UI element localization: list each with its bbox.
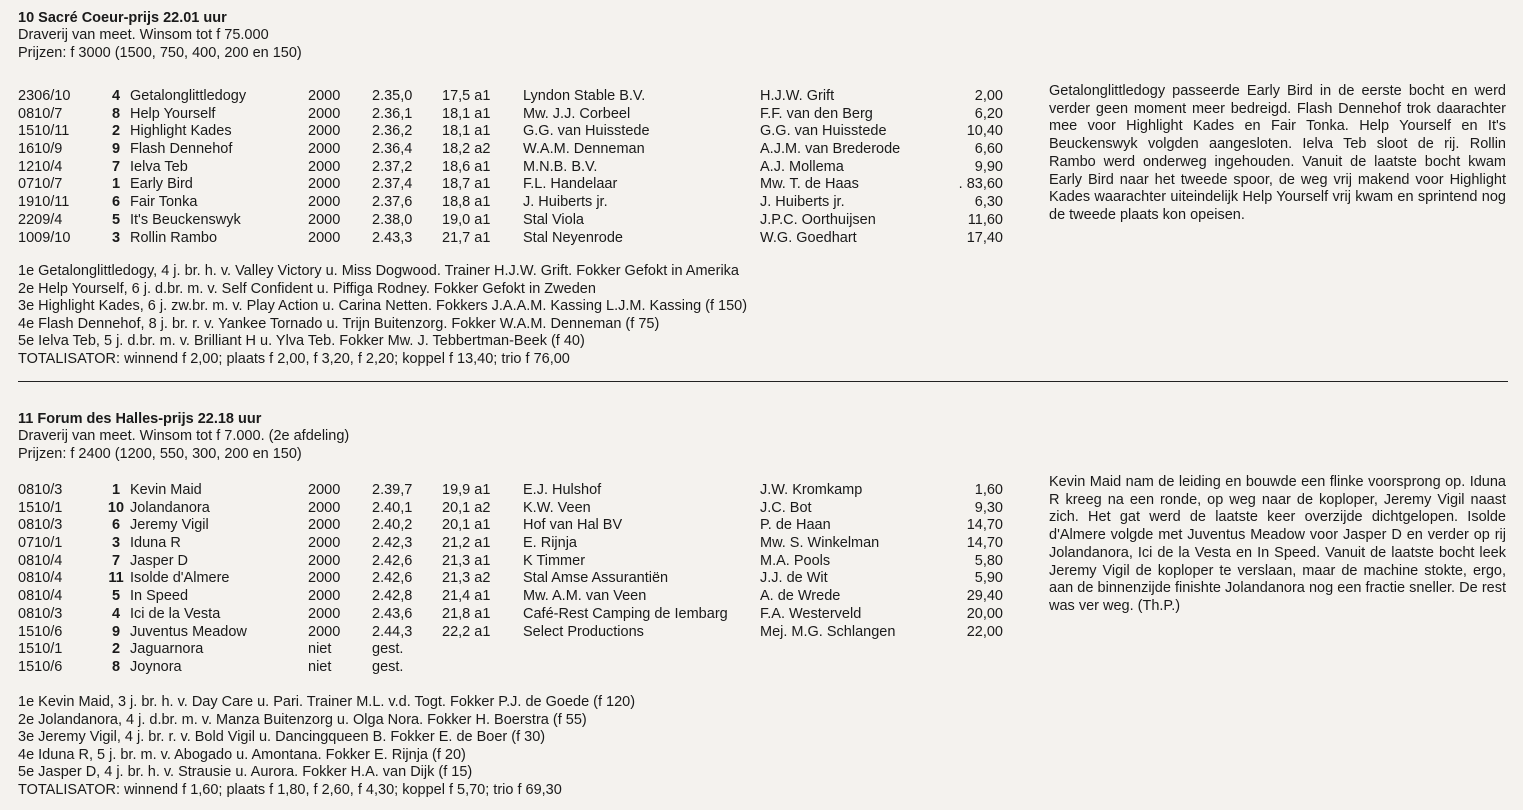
- owner: W.A.M. Denneman: [523, 141, 645, 158]
- form-code: 0810/4: [18, 552, 63, 569]
- race-report-text: Getalonglittledogy passeerde Early Bird in de eerste bocht en werd verder geen moment meer bedreigd. Flash Dennehof trok daarachter mee voor Highlight Kades en Fair Tonka. Help Yourself en It's Beuckenswyk volgden aangesloten. Ielva Teb sloot de rij. Rollin Rambo werd onderweg ingehouden. Vanuit de laatste bocht kwam Early Bird naar het tweede spoor, de weg vrij makend voor Highlight Kades waarachter uiteindelijk Help Yourself vrij kwam en sprintend nog de tweede plaats kon opeisen.: [1049, 83, 1506, 223]
- placing-detail: 4e Flash Dennehof, 8 j. br. r. v. Yankee Tornado u. Trijn Buitenzorg. Fokker W.A.M. Denneman (f 75): [18, 315, 660, 332]
- start-number: 9: [111, 623, 121, 640]
- km-time: 21,4 a1: [442, 588, 491, 605]
- totalisator-line: TOTALISATOR: winnend f 2,00; plaats f 2,00, f 3,20, f 2,20; koppel f 13,40; trio f 76,00: [18, 350, 570, 367]
- driver: J.J. de Wit: [760, 570, 828, 587]
- start-number: 1: [111, 482, 121, 498]
- race-time: gest.: [372, 658, 404, 675]
- start-number: 9: [111, 141, 121, 158]
- distance: 2000: [308, 123, 341, 140]
- form-code: 2306/10: [18, 88, 71, 104]
- distance: 2000: [308, 570, 341, 587]
- placing-detail: 3e Highlight Kades, 6 j. zw.br. m. v. Play Action u. Carina Netten. Fokkers J.A.A.M. Kassing L.J.M. Kassing (f 150): [18, 298, 748, 314]
- horse-name: Rollin Rambo: [130, 229, 218, 246]
- horse-name: Fair Tonka: [130, 194, 198, 211]
- km-time: 18,2 a2: [442, 141, 491, 158]
- horse-name: In Speed: [130, 588, 189, 605]
- totalisator-line: TOTALISATOR: winnend f 1,60; plaats f 1,80, f 2,60, f 4,30; koppel f 5,70; trio f 69,30: [18, 781, 562, 798]
- distance: 2000: [308, 605, 341, 622]
- placings-details: [18, 263, 747, 368]
- km-time: 21,2 a1: [442, 535, 491, 552]
- km-time: 17,5 a1: [442, 88, 491, 104]
- odds: 6,60: [974, 141, 1003, 158]
- race-time: 2.37,2: [372, 158, 413, 175]
- owner: Mw. A.M. van Veen: [523, 588, 647, 605]
- form-code: 1910/11: [18, 194, 70, 211]
- form-code: 1610/9: [18, 141, 63, 158]
- race-time: 2.40,2: [372, 517, 413, 534]
- horse-name: Jolandanora: [130, 499, 210, 516]
- odds: 17,40: [966, 229, 1003, 246]
- km-time: 18,6 a1: [442, 158, 491, 175]
- race-time: 2.42,8: [372, 588, 413, 605]
- start-number: 4: [111, 605, 121, 622]
- start-number: 5: [111, 211, 121, 228]
- horse-name: Jasper D: [130, 552, 189, 569]
- race-time: 2.40,1: [372, 499, 413, 516]
- driver: F.F. van den Berg: [760, 105, 873, 122]
- race-conditions: Draverij van meet. Winsom tot f 75.000: [18, 27, 269, 43]
- km-time: 18,7 a1: [442, 176, 491, 193]
- race-time: 2.43,6: [372, 605, 413, 622]
- start-number: 4: [111, 88, 121, 104]
- start-number: 8: [111, 658, 121, 675]
- driver: Mw. T. de Haas: [760, 176, 859, 193]
- odds: 9,30: [974, 499, 1003, 516]
- form-code: 0810/4: [18, 588, 63, 605]
- start-number: 3: [111, 535, 121, 552]
- placing-detail: 3e Jeremy Vigil, 4 j. br. r. v. Bold Vigil u. Dancingqueen B. Fokker E. de Boer (f 30): [18, 729, 546, 745]
- start-number: 3: [111, 229, 121, 246]
- start-number: 11: [108, 570, 124, 587]
- driver: A.J. Mollema: [760, 158, 844, 175]
- race-time: 2.43,3: [372, 229, 413, 246]
- form-code: 1510/1: [18, 641, 63, 658]
- start-number: 1: [111, 176, 121, 193]
- race-time: 2.38,0: [372, 211, 413, 228]
- race-time: gest.: [372, 641, 404, 658]
- distance: 2000: [308, 88, 341, 104]
- distance: niet: [308, 641, 332, 658]
- placing-detail: 5e Ielva Teb, 5 j. d.br. m. v. Brilliant H u. Ylva Teb. Fokker Mw. J. Tebbertman-Beek (f 40): [18, 333, 585, 349]
- race-time: 2.36,1: [372, 105, 413, 122]
- km-time: 22,2 a1: [442, 623, 491, 640]
- distance: 2000: [308, 552, 341, 569]
- km-time: 21,7 a1: [442, 229, 491, 246]
- km-time: 21,3 a1: [442, 552, 491, 569]
- form-code: 0810/3: [18, 605, 63, 622]
- driver: J.C. Bot: [760, 499, 812, 516]
- form-code: 1510/1: [18, 499, 63, 516]
- owner: Hof van Hal BV: [523, 517, 623, 534]
- odds: 22,00: [966, 623, 1003, 640]
- km-time: 18,1 a1: [442, 123, 491, 140]
- odds: 29,40: [966, 588, 1003, 605]
- horse-name: Highlight Kades: [130, 123, 232, 140]
- start-number: 7: [111, 158, 121, 175]
- race-time: 2.35,0: [372, 88, 413, 104]
- race-report: [1049, 83, 1506, 225]
- form-code: 0810/4: [18, 570, 63, 587]
- horse-name: Help Yourself: [130, 105, 216, 122]
- placing-detail: 1e Kevin Maid, 3 j. br. h. v. Day Care u. Pari. Trainer M.L. v.d. Togt. Fokker P.J. de Goede (f 120): [18, 694, 636, 710]
- distance: 2000: [308, 105, 341, 122]
- section-divider: [18, 381, 1508, 382]
- km-time: 21,8 a1: [442, 605, 491, 622]
- odds: 20,00: [966, 605, 1003, 622]
- distance: 2000: [308, 211, 341, 228]
- race-report: [1049, 474, 1506, 616]
- race-time: 2.44,3: [372, 623, 413, 640]
- distance: niet: [308, 658, 332, 675]
- owner: G.G. van Huisstede: [523, 123, 650, 140]
- odds: 2,00: [974, 88, 1003, 104]
- km-time: 18,8 a1: [442, 194, 491, 211]
- race-title: 10 Sacré Coeur-prijs 22.01 uur: [18, 10, 227, 26]
- race-time: 2.37,6: [372, 194, 413, 211]
- owner: Lyndon Stable B.V.: [523, 88, 646, 104]
- race-conditions: Draverij van meet. Winsom tot f 7.000. (2e afdeling): [18, 428, 350, 444]
- km-time: 20,1 a2: [442, 499, 491, 516]
- form-code: 0710/1: [18, 535, 63, 552]
- driver: Mej. M.G. Schlangen: [760, 623, 896, 640]
- form-code: 1009/10: [18, 229, 71, 246]
- race-time: 2.36,4: [372, 141, 413, 158]
- driver: J. Huiberts jr.: [760, 194, 845, 211]
- km-time: 19,9 a1: [442, 482, 491, 498]
- driver: W.G. Goedhart: [760, 229, 857, 246]
- placings-details: [18, 694, 635, 799]
- start-number: 5: [111, 588, 121, 605]
- odds: . 83,60: [958, 176, 1003, 193]
- distance: 2000: [308, 176, 341, 193]
- horse-name: Jaguarnora: [130, 641, 204, 658]
- owner: E. Rijnja: [523, 535, 577, 552]
- start-number: 8: [111, 105, 121, 122]
- distance: 2000: [308, 194, 341, 211]
- distance: 2000: [308, 141, 341, 158]
- placing-detail: 5e Jasper D, 4 j. br. h. v. Strausie u. Aurora. Fokker H.A. van Dijk (f 15): [18, 764, 473, 780]
- horse-name: Iduna R: [130, 535, 181, 552]
- distance: 2000: [308, 229, 341, 246]
- placing-detail: 4e Iduna R, 5 j. br. m. v. Abogado u. Amontana. Fokker E. Rijnja (f 20): [18, 746, 466, 763]
- horse-name: It's Beuckenswyk: [130, 211, 241, 228]
- driver: P. de Haan: [760, 517, 831, 534]
- race-time: 2.37,4: [372, 176, 413, 193]
- horse-name: Getalonglittledogy: [130, 88, 247, 104]
- owner: Stal Neyenrode: [523, 229, 623, 246]
- driver: J.W. Kromkamp: [760, 482, 863, 498]
- distance: 2000: [308, 588, 341, 605]
- start-number: 2: [111, 641, 121, 658]
- placing-detail: 2e Help Yourself, 6 j. d.br. m. v. Self Confident u. Piffiga Rodney. Fokker Gefokt in Zweden: [18, 280, 596, 297]
- owner: K Timmer: [523, 552, 586, 569]
- form-code: 0710/7: [18, 176, 63, 193]
- odds: 14,70: [966, 535, 1003, 552]
- owner: Select Productions: [523, 623, 644, 640]
- form-code: 1510/11: [18, 123, 70, 140]
- form-code: 0810/7: [18, 105, 63, 122]
- driver: H.J.W. Grift: [760, 88, 835, 104]
- race-time: 2.36,2: [372, 123, 413, 140]
- owner: Café-Rest Camping de Iembarg: [523, 605, 728, 622]
- placing-detail: 1e Getalonglittledogy, 4 j. br. h. v. Valley Victory u. Miss Dogwood. Trainer H.J.W. Grift. Fokker Gefokt in Amerika: [18, 263, 739, 279]
- race-11-section: [18, 411, 1508, 798]
- race-title: 11 Forum des Halles-prijs 22.18 uur: [18, 411, 262, 427]
- distance: 2000: [308, 499, 341, 516]
- odds: 6,30: [974, 194, 1003, 211]
- form-code: 0810/3: [18, 517, 63, 534]
- form-code: 2209/4: [18, 211, 63, 228]
- form-code: 0810/3: [18, 482, 63, 498]
- owner: Mw. J.J. Corbeel: [523, 105, 631, 122]
- odds: 11,60: [967, 211, 1003, 228]
- odds: 1,60: [974, 482, 1003, 498]
- owner: M.N.B. B.V.: [523, 158, 598, 175]
- horse-name: Flash Dennehof: [130, 141, 233, 158]
- odds: 6,20: [974, 105, 1003, 122]
- race-time: 2.42,6: [372, 552, 413, 569]
- owner: J. Huiberts jr.: [523, 194, 608, 211]
- odds: 5,80: [974, 552, 1003, 569]
- placing-detail: 2e Jolandanora, 4 j. d.br. m. v. Manza Buitenzorg u. Olga Nora. Fokker H. Boerstra (f 55): [18, 711, 587, 728]
- owner: F.L. Handelaar: [523, 176, 618, 193]
- start-number: 7: [111, 552, 121, 569]
- distance: 2000: [308, 535, 341, 552]
- driver: F.A. Westerveld: [760, 605, 862, 622]
- owner: K.W. Veen: [523, 499, 591, 516]
- horse-name: Ici de la Vesta: [130, 605, 221, 622]
- race-10-section: [18, 10, 1508, 367]
- horse-name: Jeremy Vigil: [130, 517, 209, 534]
- start-number: 10: [107, 499, 125, 516]
- horse-name: Early Bird: [130, 176, 193, 193]
- horse-name: Juventus Meadow: [130, 623, 247, 640]
- horse-name: Kevin Maid: [130, 482, 202, 498]
- distance: 2000: [308, 623, 341, 640]
- driver: G.G. van Huisstede: [760, 123, 887, 140]
- race-prizes: Prijzen: f 2400 (1200, 550, 300, 200 en 150): [18, 445, 302, 462]
- race-prizes: Prijzen: f 3000 (1500, 750, 400, 200 en 150): [18, 44, 302, 61]
- km-time: 19,0 a1: [442, 211, 491, 228]
- race-time: 2.42,3: [372, 535, 413, 552]
- distance: 2000: [308, 482, 341, 498]
- start-number: 6: [111, 194, 121, 211]
- odds: 9,90: [974, 158, 1003, 175]
- distance: 2000: [308, 158, 341, 175]
- driver: J.P.C. Oorthuijsen: [760, 211, 876, 228]
- form-code: 1210/4: [18, 158, 63, 175]
- owner: E.J. Hulshof: [523, 482, 602, 498]
- owner: Stal Viola: [523, 211, 584, 228]
- horse-name: Ielva Teb: [130, 158, 188, 175]
- race-report-text: Kevin Maid nam de leiding en bouwde een flinke voorsprong op. Iduna R kreeg na een ronde, op weg naar de koploper, Jeremy Vigil naast zich. Het gat werd de laatste keer overzijde dichtgelopen. Isolde d'Almere volgde met Juventus Meadow voor Jasper D en verder op rij Jolandanora, Ici de la Vesta en In Speed. Vanuit de laatste bocht leek Jeremy Vigil de koploper te verslaan, maar de machine stokte, ergo, aan de binnenzijde finishte Jolandanora nog een fractie sneller. De rest was ver weg. (Th.P.): [1049, 474, 1506, 614]
- horse-name: Joynora: [130, 658, 182, 675]
- form-code: 1510/6: [18, 623, 63, 640]
- km-time: 21,3 a2: [442, 570, 491, 587]
- owner: Stal Amse Assurantiën: [523, 570, 669, 587]
- driver: Mw. S. Winkelman: [760, 535, 880, 552]
- race-time: 2.39,7: [372, 482, 413, 498]
- race-time: 2.42,6: [372, 570, 413, 587]
- odds: 14,70: [966, 517, 1003, 534]
- start-number: 2: [111, 123, 121, 140]
- km-time: 18,1 a1: [442, 105, 491, 122]
- odds: 5,90: [974, 570, 1003, 587]
- horse-name: Isolde d'Almere: [130, 570, 230, 587]
- odds: 10,40: [966, 123, 1003, 140]
- distance: 2000: [308, 517, 341, 534]
- driver: M.A. Pools: [760, 552, 831, 569]
- driver: A.J.M. van Brederode: [760, 141, 901, 158]
- start-number: 6: [111, 517, 121, 534]
- km-time: 20,1 a1: [442, 517, 491, 534]
- driver: A. de Wrede: [760, 588, 841, 605]
- form-code: 1510/6: [18, 658, 63, 675]
